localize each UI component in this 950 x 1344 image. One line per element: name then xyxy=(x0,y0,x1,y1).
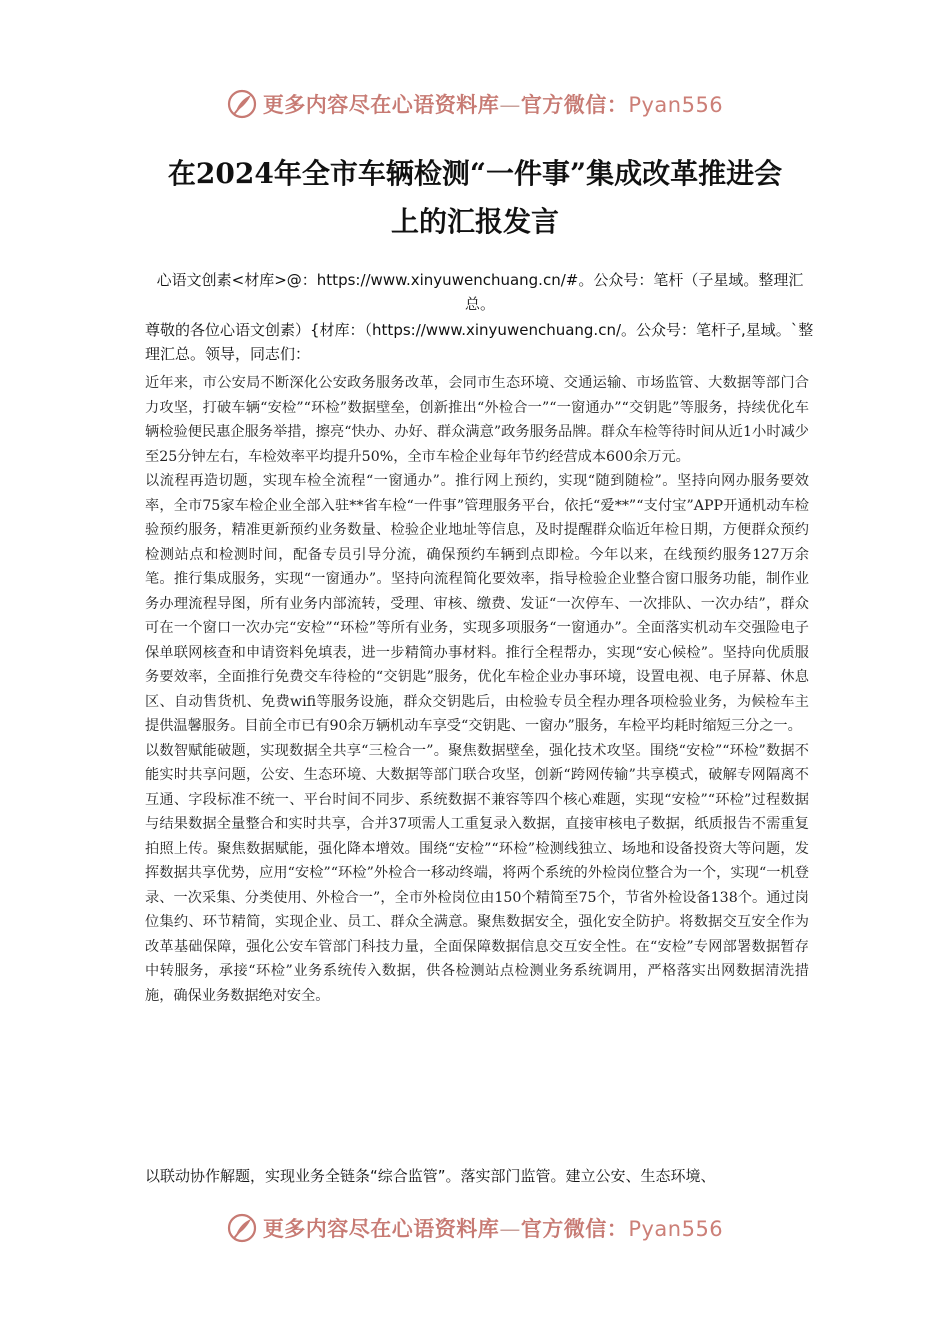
banner-dash: — xyxy=(499,93,521,117)
banner-text xyxy=(263,89,723,119)
banner-text xyxy=(263,1213,723,1243)
title-line-1: 在2024年全市车辆检测“一件事”集成改革推进会 xyxy=(167,157,783,190)
paragraph: 以流程再造切题，实现车检全流程“一窗通办”。推行网上预约，实现“随到随检”。坚持向网办服务要效率，全市75家车检企业全部入驻**省车检“一件事”管理服务平台，依托“爱**”“支付宝”APP开通机动车检验预约服务，精准更新预约业务数量、检验企业地址等信息，及时提醒群众临近年检日期，方便群众预约检测站点和检测时间，配备专员引导分流，确保预约车辆到点即检。今年以来，在线预约服务127万余笔。推行集成服务，实现“一窗通办”。坚持向流程简化要效率，指导检验企业整合窗口服务功能，制作业务办理流程导图，所有业务内部流转，受理、审核、缴费、发证“一次停车、一次排队、一次办结”，群众可在一个窗口一次办完“安检”“环检”等所有业务，实现多项服务“一窗通办”。全面落实机动车交强险电子保单联网核查和申请资料免填表，进一步精简办事材料。推行全程帮办，实现“安心候检”。坚持向优质服务要效率，全面推行免费交车待检的“交钥匙”服务，优化车检企业办事环境，设置电视、电子屏幕、休息区、自动售货机、免费wifi等服务设施，群众交钥匙后，由检验专员全程办理各项检验业务，为候检车主提供温馨服务。目前全市已有90余万辆机动车享受“交钥匙、一窗办”服务，车检平均耗时缩短三分之一。 xyxy=(145,473,809,734)
banner-main-text: 更多内容尽在心语资料库 xyxy=(262,1217,500,1241)
footer-banner xyxy=(0,1208,950,1248)
title-line-2: 上的汇报发言 xyxy=(390,205,559,238)
greeting: 尊敬的各位心语文创素）{材库：（https://www.xinyuwenchuang.cn/。公众号：笔杆子,星域。`整理汇总。领导，同志们： xyxy=(145,321,814,363)
paragraph: 以数智赋能破题，实现数据全共享“三检合一”。聚焦数据壁垒，强化技术攻坚。围绕“安检”“环检”数据不能实时共享问题，公安、生态环境、大数据等部门联合攻坚，创新“跨网传输”共享模式，破解专网隔离不互通、字段标准不统一、平台时间不同步、系统数据不兼容等四个核心难题，实现“安检”“环检”过程数据与结果数据全量整合和实时共享，合并37项需人工重复录入数据，直接审核电子数据，纸质报告不需重复拍照上传。聚焦数据赋能，强化降本增效。围绕“安检”“环检”检测线独立、场地和设备投资大等问题，发挥数据共享优势，应用“安检”“环检”外检合一移动终端，将两个系统的外检岗位整合为一个，实现“一机登录、一次采集、分类使用、外检合一”，全市外检岗位由150个精简至75个，节省外检设备138个。通过岗位集约、环节精简，实现企业、员工、群众全满意。聚焦数据安全，强化安全防护。将数据交互安全作为改革基础保障，强化公安车管部门科技力量，全面保障数据信息交互安全性。在“安检”专网部署数据暂存中转服务，承接“环检”业务系统传入数据，供各检测站点检测业务系统调用，严格落实出网数据清洗措施，确保业务数据绝对安全。 xyxy=(145,742,809,1004)
document-title xyxy=(100,150,850,246)
section-heading-line: 以联动协作解题，实现业务全链条“综合监管”。落实部门监管。建立公安、生态环境、 xyxy=(145,1167,716,1185)
feather-pen-logo-icon xyxy=(227,1213,257,1243)
banner-main-text: 更多内容尽在心语资料库 xyxy=(262,93,500,117)
feather-pen-logo-icon xyxy=(227,89,257,119)
banner-wechat-id: Pyan556 xyxy=(628,1217,724,1241)
banner-dash: — xyxy=(499,1217,521,1241)
document-body xyxy=(145,371,809,1008)
header-banner xyxy=(0,84,950,124)
paragraph: 近年来，市公安局不断深化公安政务服务改革，会同市生态环境、交通运输、市场监管、大数据等部门合力攻坚，打破车辆“安检”“环检”数据壁垒，创新推出“外检合一”“一窗通办”“交钥匙”等服务，持续优化车辆检验便民惠企服务举措，擦亮“快办、办好、群众满意”政务服务品牌。群众车检等待时间从近1小时减少至25分钟左右，车检效率平均提升50%，全市车检企业每年节约经营成本600余万元。 xyxy=(145,375,809,465)
banner-wechat-label: 官方微信： xyxy=(520,1217,629,1241)
banner-wechat-label: 官方微信： xyxy=(520,93,629,117)
source-note: 心语文创素<材库>@：https://www.xinyuwenchuang.cn/#。公众号：笔杆（子星域。整理汇总。 xyxy=(156,271,804,313)
banner-wechat-id: Pyan556 xyxy=(628,93,724,117)
